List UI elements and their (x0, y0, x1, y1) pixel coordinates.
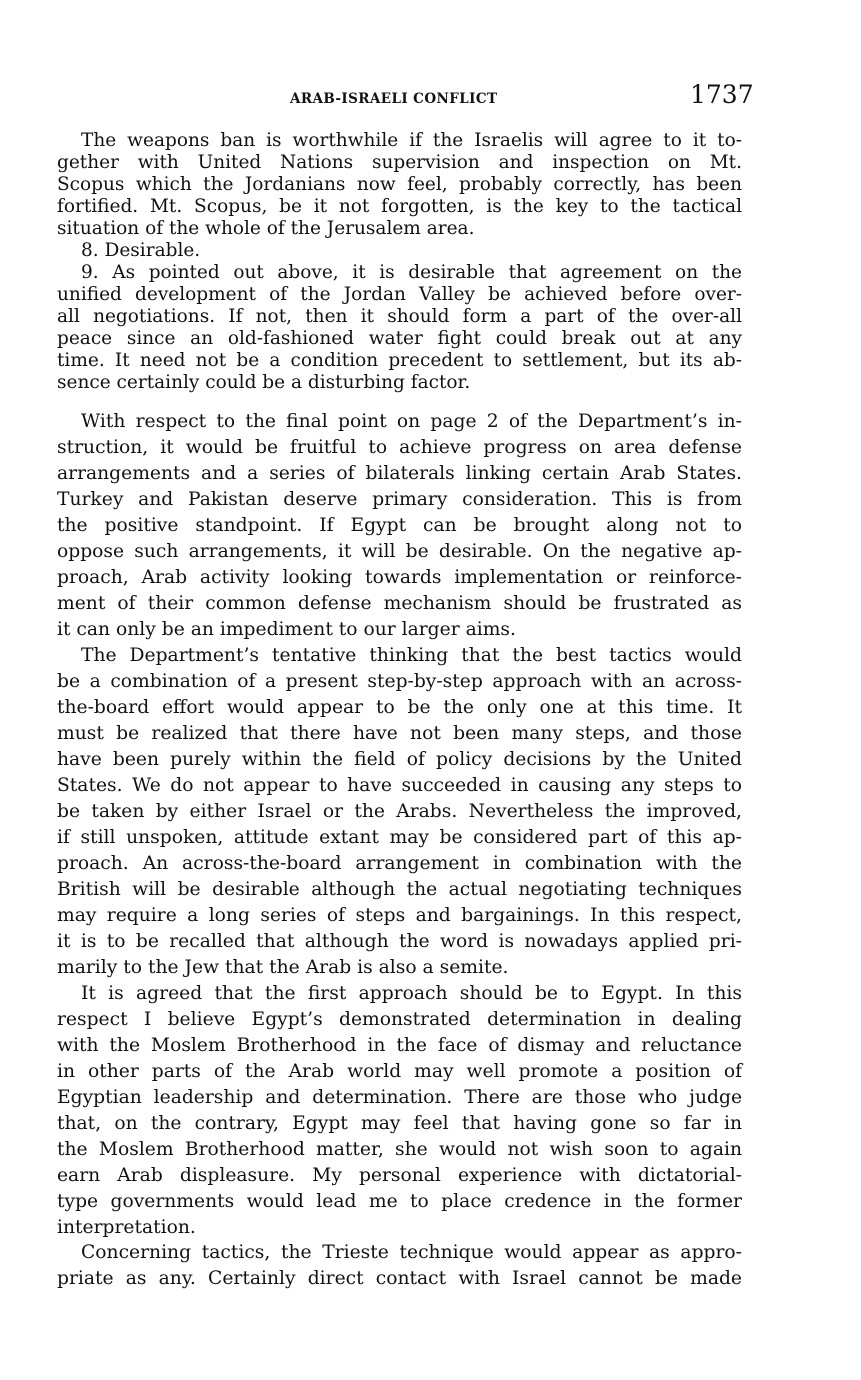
text-line: With respect to the final point on page 2 of the Department’s in- (81, 411, 742, 432)
text-line: marily to the Jew that the Arab is also a semite. (57, 957, 509, 978)
text-line: Turkey and Pakistan deserve primary consideration. This is from (57, 489, 742, 510)
text-line: type governments would lead me to place credence in the former (57, 1191, 742, 1212)
weapons-ban-block (57, 130, 742, 394)
text-line: be taken by either Israel or the Arabs. Nevertheless the improved, (57, 801, 742, 822)
text-line: be a combination of a present step-by-step approach with an across- (57, 671, 742, 692)
text-line: British will be desirable although the actual negotiating techniques (57, 879, 742, 900)
text-line: priate as any. Certainly direct contact with Israel cannot be made (57, 1268, 742, 1289)
text-line: ment of their common defense mechanism should be frustrated as (57, 593, 742, 614)
tactics-paragraph (57, 643, 742, 981)
text-line: in other parts of the Arab world may well promote a position of (57, 1061, 742, 1082)
text-line: gether with United Nations supervision and inspection on Mt. (57, 152, 742, 173)
text-line: the positive standpoint. If Egypt can be brought along not to (57, 515, 742, 536)
text-line: The weapons ban is worthwhile if the Israelis will agree to it to- (81, 130, 742, 151)
text-line: Scopus which the Jordanians now feel, probably correctly, has been (57, 174, 742, 195)
text-line: it can only be an impediment to our larger aims. (57, 619, 516, 640)
text-line: fortified. Mt. Scopus, be it not forgotten, is the key to the tactical (57, 196, 742, 217)
item-8-line: 8. Desirable. (81, 240, 201, 261)
text-line: arrangements and a series of bilaterals linking certain Arab States. (57, 463, 742, 484)
text-line: sence certainly could be a disturbing factor. (57, 372, 471, 393)
text-line: all negotiations. If not, then it should form a part of the over-all (57, 306, 742, 327)
text-line: unified development of the Jordan Valley be achieved before over- (57, 284, 742, 305)
text-line: Egyptian leadership and determination. There are those who judge (57, 1087, 742, 1108)
text-line: peace since an old-fashioned water fight could break out at any (57, 328, 742, 349)
text-line: States. We do not appear to have succeeded in causing any steps to (57, 775, 742, 796)
text-line: It is agreed that the first approach should be to Egypt. In this (81, 983, 742, 1004)
text-line: it is to be recalled that although the word is nowadays applied pri- (57, 931, 742, 952)
text-line: earn Arab displeasure. My personal experience with dictatorial- (57, 1165, 742, 1186)
text-line: proach, Arab activity looking towards implementation or reinforce- (57, 567, 742, 588)
text-line: interpretation. (57, 1217, 196, 1238)
text-line: struction, it would be fruitful to achieve progress on area defense (57, 437, 742, 458)
text-line: that, on the contrary, Egypt may feel that having gone so far in (57, 1113, 742, 1134)
final-point-paragraph (57, 409, 742, 643)
text-line: may require a long series of steps and bargainings. In this respect, (57, 905, 742, 926)
text-line: if still unspoken, attitude extant may be considered part of this ap- (57, 827, 742, 848)
running-title: ARAB-ISRAELI CONFLICT (290, 91, 498, 107)
text-line: must be realized that there have not been many steps, and those (57, 723, 742, 744)
text-line: with the Moslem Brotherhood in the face of dismay and reluctance (57, 1035, 742, 1056)
text-line: the-board effort would appear to be the only one at this time. It (57, 697, 742, 718)
text-line: the Moslem Brotherhood matter, she would not wish soon to again (57, 1139, 742, 1160)
text-line: oppose such arrangements, it will be desirable. On the negative ap- (57, 541, 742, 562)
text-line: Concerning tactics, the Trieste technique would appear as appro- (81, 1242, 742, 1263)
page-number: 1737 (690, 80, 754, 109)
text-line: have been purely within the field of policy decisions by the United (57, 749, 742, 770)
trieste-paragraph (57, 1240, 742, 1292)
item-9-line: 9. As pointed out above, it is desirable that agreement on the (81, 262, 742, 283)
text-line: time. It need not be a condition precedent to settlement, but its ab- (57, 350, 742, 371)
text-line: The Department’s tentative thinking that the best tactics would (81, 645, 742, 666)
text-line: proach. An across-the-board arrangement in combination with the (57, 853, 742, 874)
text-line: situation of the whole of the Jerusalem area. (57, 218, 475, 239)
egypt-approach-paragraph (57, 981, 742, 1241)
text-line: respect I believe Egypt’s demonstrated determination in dealing (57, 1009, 742, 1030)
